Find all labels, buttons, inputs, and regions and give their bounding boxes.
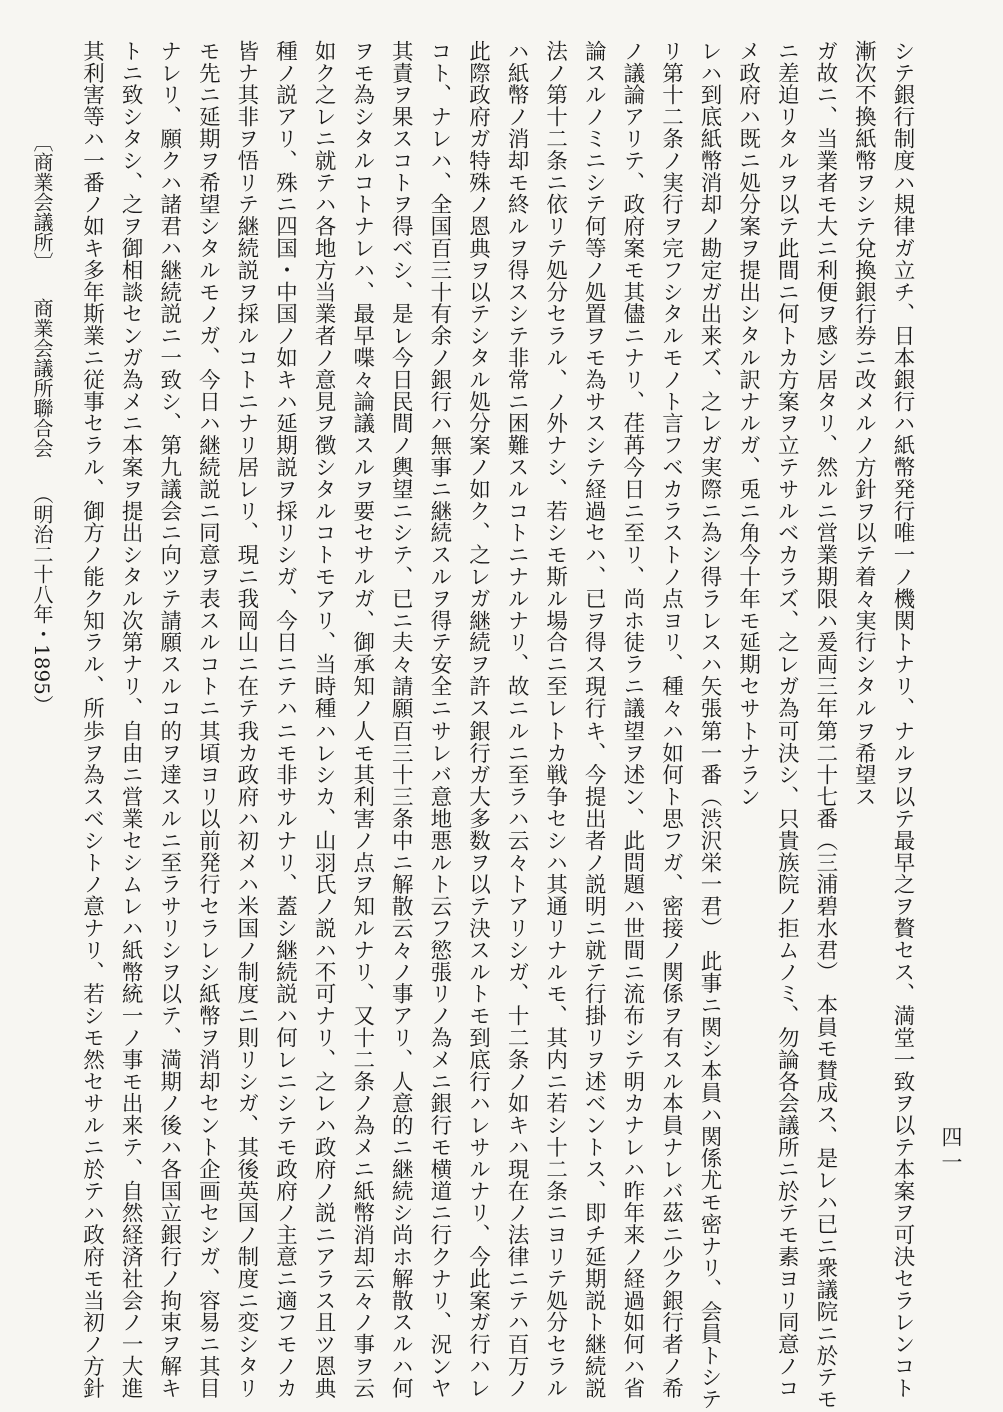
text-column: ナレリ、願クハ諸君ハ継続説ニ一致シ、第九議会ニ向ツテ請願スルコ	[156, 40, 182, 719]
text-column: リ第十二条ノ実行ヲ完フシタルモノト言フベカラストノ点ヨリ、種々	[658, 40, 684, 719]
text-column: 可決シ、只貴族院ノ拒ムノミ、勿論各会議所ニ於テモ素ヨリ同意ノコ	[774, 720, 800, 1399]
text-column: ガ故ニ、当業者モ大ニ利便ヲ感シ居タリ、然ルニ営業期限ハ爰両三年	[812, 40, 838, 719]
text-column: 望ヲ述ン、此問題ハ世間ニ流布シテ明カナレハ昨年来ノ経過如何ハ省	[619, 720, 645, 1399]
running-head-source: 〔商業会議所〕	[30, 132, 54, 272]
text-column: 其頃ヨリ以前発行セラレシ紙幣ヲ消却セント企画セシガ、容易ニ其目	[195, 720, 221, 1399]
text-column: ハレシカ、山羽氏ノ説ハ不可ナリ、之レハ政府ノ説ニアラス且ツ恩典	[311, 720, 337, 1399]
text-column: シテ銀行制度ハ規律ガ立チ、日本銀行ハ紙幣発行唯一ノ機関トナリ、	[890, 40, 915, 719]
text-column: 種ノ説アリ、殊ニ四国・中国ノ如キハ延期説ヲ採リシガ、今日ニテハ	[272, 40, 298, 719]
text-column: トナラン	[735, 720, 761, 808]
top-text-block	[79, 40, 921, 719]
page-number: 四一	[939, 1126, 963, 1176]
text-column: 銀行ガ大多数ヲ以テ決スルトモ到底行ハレサルナリ、今此案ガ行ハレ	[465, 720, 491, 1399]
text-column: 此際政府ガ特殊ノ恩典ヲ以テシタル処分案ノ如ク、之レガ継続ヲ許ス	[465, 40, 491, 719]
text-column: ニモ非サルナリ、蓋シ継続説ハ何レニシテモ政府ノ主意ニ適フモノカ	[272, 720, 298, 1399]
text-column: 其責ヲ果スコトヲ得ベシ、是レ今日民間ノ輿望ニシテ、已ニ夫々請願	[388, 40, 414, 719]
text-column: 人モ其利害ノ点ヲ知ルナリ、又十二条ノ為メニ紙幣消却云々ノ事ヲ云	[349, 720, 375, 1399]
text-column: モ先ニ延期ヲ希望シタルモノガ、今日ハ継続説ニ同意ヲ表スルコトニ	[195, 40, 221, 719]
text-column: トニ致シタシ、之ヲ御相談センガ為メニ本案ヲ提出シタル次第ナリ、	[118, 40, 144, 719]
text-column: ノ議論アリテ、政府案モ其儘ニナリ、荏苒今日ニ至リ、尚ホ徒ラニ議	[619, 40, 645, 719]
text-column: 我カ政府ハ初メハ米国ノ制度ニ則リシガ、其後英国ノ制度ニ変シタリ	[233, 720, 259, 1399]
text-column: ルニ至ラハ云々トアリシガ、十二条ノ如キハ現在ノ法律ニテハ百万ノ	[504, 720, 530, 1399]
text-column: ハ如何ト思フガ、密接ノ関係ヲ有スル本員ナレバ茲ニ少ク銀行者ノ希	[658, 720, 684, 1399]
running-head-title: 商業会議所聯合会	[30, 298, 54, 458]
text-column: 第二十七番（三浦碧水君） 本員モ賛成ス、是レハ已ニ衆議院ニ於テモ	[812, 720, 838, 1411]
text-column: 漸次不換紙幣ヲシテ兌換銀行券ニ改メルノ方針ヲ以テ着々実行シタル	[851, 40, 877, 719]
text-column: 百三十三条中ニ解散云々ノ事アリ、人意的ニ継続シ尚ホ解散スルハ何	[388, 720, 414, 1399]
text-column: 的ヲ達スルニ至ラサリシヲ以テ、満期ノ後ハ各国立銀行ノ拘束ヲ解キ	[156, 720, 182, 1399]
text-column: サレバ意地悪ルト云フ慾張リノ為メニ銀行モ横道ニ行クナリ、況ンヤ	[426, 720, 452, 1399]
text-column: メ政府ハ既ニ処分案ヲ提出シタル訳ナルガ、兎ニ角今十年モ延期セサ	[735, 40, 761, 719]
text-column: ハ紙幣ノ消却モ終ルヲ得スシテ非常ニ困難スルコトニナルナリ、故ニ	[504, 40, 530, 719]
text-column: 自由ニ営業セシムレハ紙幣統一ノ事モ出来テ、自然経済社会ノ一大進	[118, 720, 144, 1399]
text-column: ヲ希望ス	[851, 720, 877, 808]
text-column: ナルヲ以テ最早之ヲ贅セス、満堂一致ヲ以テ本案ヲ可決セラレンコト	[890, 720, 915, 1399]
text-column: ヲモ為シタルコトナレハ、最早喋々論議スルヲ要セサルガ、御承知ノ	[349, 40, 375, 719]
text-column: 皆ナ其非ヲ悟リテ継続説ヲ採ルコトニナリ居レリ、現ニ我岡山ニ在テ	[233, 40, 259, 719]
text-column: キ、今提出者ノ説明ニ就テ行掛リヲ述ベントス、即チ延期説ト継続説	[581, 720, 607, 1399]
text-column: レハ到底紙幣消却ノ勘定ガ出来ズ、之レガ実際ニ為シ得ラレスハ矢張	[697, 40, 723, 719]
text-column: コト、ナレハ、全国百三十有余ノ銀行ハ無事ニ継続スルヲ得テ安全ニ	[426, 40, 452, 719]
text-column: トカ戦争セシハ其通リナルモ、其内ニ若シ十二条ニヨリテ処分セラル	[542, 720, 568, 1399]
text-column: 如ク之レニ就テハ各地方当業者ノ意見ヲ徴シタルコトモアリ、当時種	[311, 40, 337, 719]
text-column: 歩ヲ為スベシトノ意ナリ、若シモ然セサルニ於テハ政府モ当初ノ方針	[79, 720, 105, 1399]
text-column: 其利害等ハ一番ノ如キ多年斯業ニ従事セラル、御方ノ能ク知ラル、所	[79, 40, 105, 719]
text-column: 法ノ第十二条ニ依リテ処分セラル、ノ外ナシ、若シモ斯ル場合ニ至レ	[542, 40, 568, 719]
bottom-text-block	[79, 720, 921, 1411]
running-head	[28, 132, 57, 715]
running-head-year: （明治二十八年・1895）	[30, 484, 54, 715]
text-column: 論スルノミニシテ何等ノ処置ヲモ為サスシテ経過セハ、已ヲ得ス現行	[581, 40, 607, 719]
text-column: 第一番（渋沢栄一君） 此事ニ関シ本員ハ関係尤モ密ナリ、会員トシテ	[697, 720, 723, 1411]
text-column: ニ差迫リタルヲ以テ此間ニ何トカ方案ヲ立テサルベカラズ、之レガ為	[774, 40, 800, 719]
